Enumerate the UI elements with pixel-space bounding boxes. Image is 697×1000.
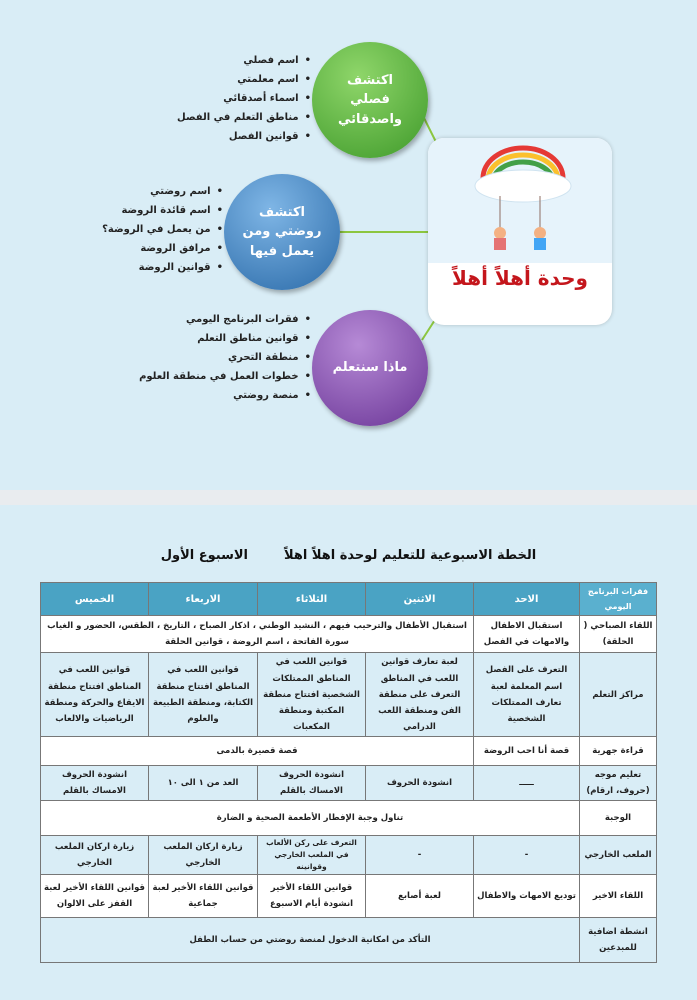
table-cell: زيارة اركان الملعب الخارجي — [149, 836, 258, 875]
column-header: الاربعاء — [149, 583, 258, 616]
table-header-row — [41, 583, 657, 616]
column-header: الاثنين — [366, 583, 474, 616]
table-cell: توديع الامهات والاطفال — [474, 875, 580, 918]
table-row — [41, 766, 657, 801]
list-item: • اسماء أصدقائي — [177, 89, 311, 108]
table-cell: التعرف على الفصل اسم المعلمة لعبة تعارف الممتلكات الشخصية — [474, 653, 580, 737]
column-header: الخميس — [41, 583, 149, 616]
table-cell: قصة قصيرة بالدمى — [41, 737, 474, 766]
table-cell: انشودة الحروف — [366, 766, 474, 801]
list-item: • فقرات البرنامج اليومي — [139, 310, 311, 329]
table-cell: تناول وجبة الإفطار الأطعمة الصحية و الضارة — [41, 801, 580, 836]
row-label: الملعب الخارجي — [580, 836, 657, 875]
list-item: • قوانين الفصل — [177, 127, 311, 146]
unit-illustration-card — [428, 138, 612, 325]
list-item: • من يعمل في الروضة؟ — [102, 220, 223, 239]
list-item: • اسم روضتي — [102, 182, 223, 201]
table-cell: قوانين اللقاء الأخير لعبة القفز على الالوان — [41, 875, 149, 918]
table-cell: التعرف على ركن الألعاب في الملعب الخارجي وقوانينه — [258, 836, 366, 875]
table-cell: قصة أنا احب الروضة — [474, 737, 580, 766]
unit-title: وحدة أهلاً أهلاً — [452, 266, 588, 290]
table-cell: - — [366, 836, 474, 875]
learn-items-list — [139, 310, 311, 405]
table-cell: قوانين اللعب في المناطق افتتاح منطقة الايقاع والحركة ومنطقة الرياضيات والالعاب — [41, 653, 149, 737]
column-header: فقرات البرنامج اليومي — [580, 583, 657, 616]
table-row — [41, 616, 657, 653]
column-header: الاحد — [474, 583, 580, 616]
table-row — [41, 875, 657, 918]
children-rainbow-illustration — [428, 138, 612, 263]
table-cell: قوانين اللعب في المناطق افتتاح منطقة الكتابة، ومنطقة الطبيعة والعلوم — [149, 653, 258, 737]
row-label: اللقاء الصباحي ( الحلقة) — [580, 616, 657, 653]
table-cell: ـــــ — [474, 766, 580, 801]
list-item: • خطوات العمل في منطقة العلوم — [139, 367, 311, 386]
table-cell: التأكد من امكانية الدخول لمنصة روضتي من حساب الطفل — [41, 918, 580, 963]
node-discover-class: اكتشف فصلي واصدقائي — [312, 42, 428, 158]
plan-title: الخطة الاسبوعية للتعليم لوحدة اهلاً اهلاًالاسبوع الأول — [160, 548, 537, 563]
kindergarten-items-list — [102, 182, 223, 277]
table-cell: استقبال الأطفال والترحيب فيهم ، النشيد الوطني ، اذكار الصباح ، التاريخ ، الطقس، الحضور و الغياب سورة الفاتحة ، اسم الروضة ، قوانين الحلقة — [41, 616, 474, 653]
list-item: • مرافق الروضة — [102, 239, 223, 258]
table-row — [41, 836, 657, 875]
table-cell: انشودة الحروف الامساك بالقلم — [258, 766, 366, 801]
row-label: قراءة جهرية — [580, 737, 657, 766]
list-item: • اسم فصلي — [177, 51, 311, 70]
table-cell: قوانين اللقاء الأخير انشودة أيام الاسبوع — [258, 875, 366, 918]
list-item: • منصة روضتي — [139, 386, 311, 405]
class-items-list — [177, 51, 311, 146]
table-cell: انشودة الحروف الامساك بالقلم — [41, 766, 149, 801]
table-cell: لعبة تعارف قوانين اللعب في المناطق التعرف على منطقة الفن ومنطقة اللعب الدرامي — [366, 653, 474, 737]
node-what-we-learn: ماذا سنتعلم — [312, 310, 428, 426]
node-discover-kindergarten: اكتشف روضتي ومن يعمل فيها — [224, 174, 340, 290]
table-row — [41, 801, 657, 836]
table-cell: زيارة اركان الملعب الخارجي — [41, 836, 149, 875]
list-item: • اسم قائدة الروضة — [102, 201, 223, 220]
row-label: انشطة اضافية للمبدعين — [580, 918, 657, 963]
table-cell: لعبة أصابع — [366, 875, 474, 918]
weekly-plan-table — [40, 582, 657, 963]
row-label: تعليم موجه (حروف، ارقام) — [580, 766, 657, 801]
table-cell: قوانين اللقاء الأخير لعبة جماعية — [149, 875, 258, 918]
table-cell: العد من ١ الى ١٠ — [149, 766, 258, 801]
table-cell: استقبال الاطفال والامهات في الفصل — [474, 616, 580, 653]
list-item: • منطقة التحري — [139, 348, 311, 367]
list-item: • اسم معلمتي — [177, 70, 311, 89]
list-item: • مناطق التعلم في الفصل — [177, 108, 311, 127]
row-label: الوجبة — [580, 801, 657, 836]
column-header: الثلاثاء — [258, 583, 366, 616]
table-row — [41, 737, 657, 766]
row-label: اللقاء الاخير — [580, 875, 657, 918]
list-item: • قوانين مناطق التعلم — [139, 329, 311, 348]
mindmap-page — [0, 0, 697, 490]
table-row — [41, 918, 657, 963]
table-row — [41, 653, 657, 737]
table-cell: - — [474, 836, 580, 875]
table-cell: قوانين اللعب في المناطق الممتلكات الشخصية افتتاح منطقة المكتبة ومنطقة المكعبات — [258, 653, 366, 737]
row-label: مراكز التعلم — [580, 653, 657, 737]
list-item: • قوانين الروضة — [102, 258, 223, 277]
